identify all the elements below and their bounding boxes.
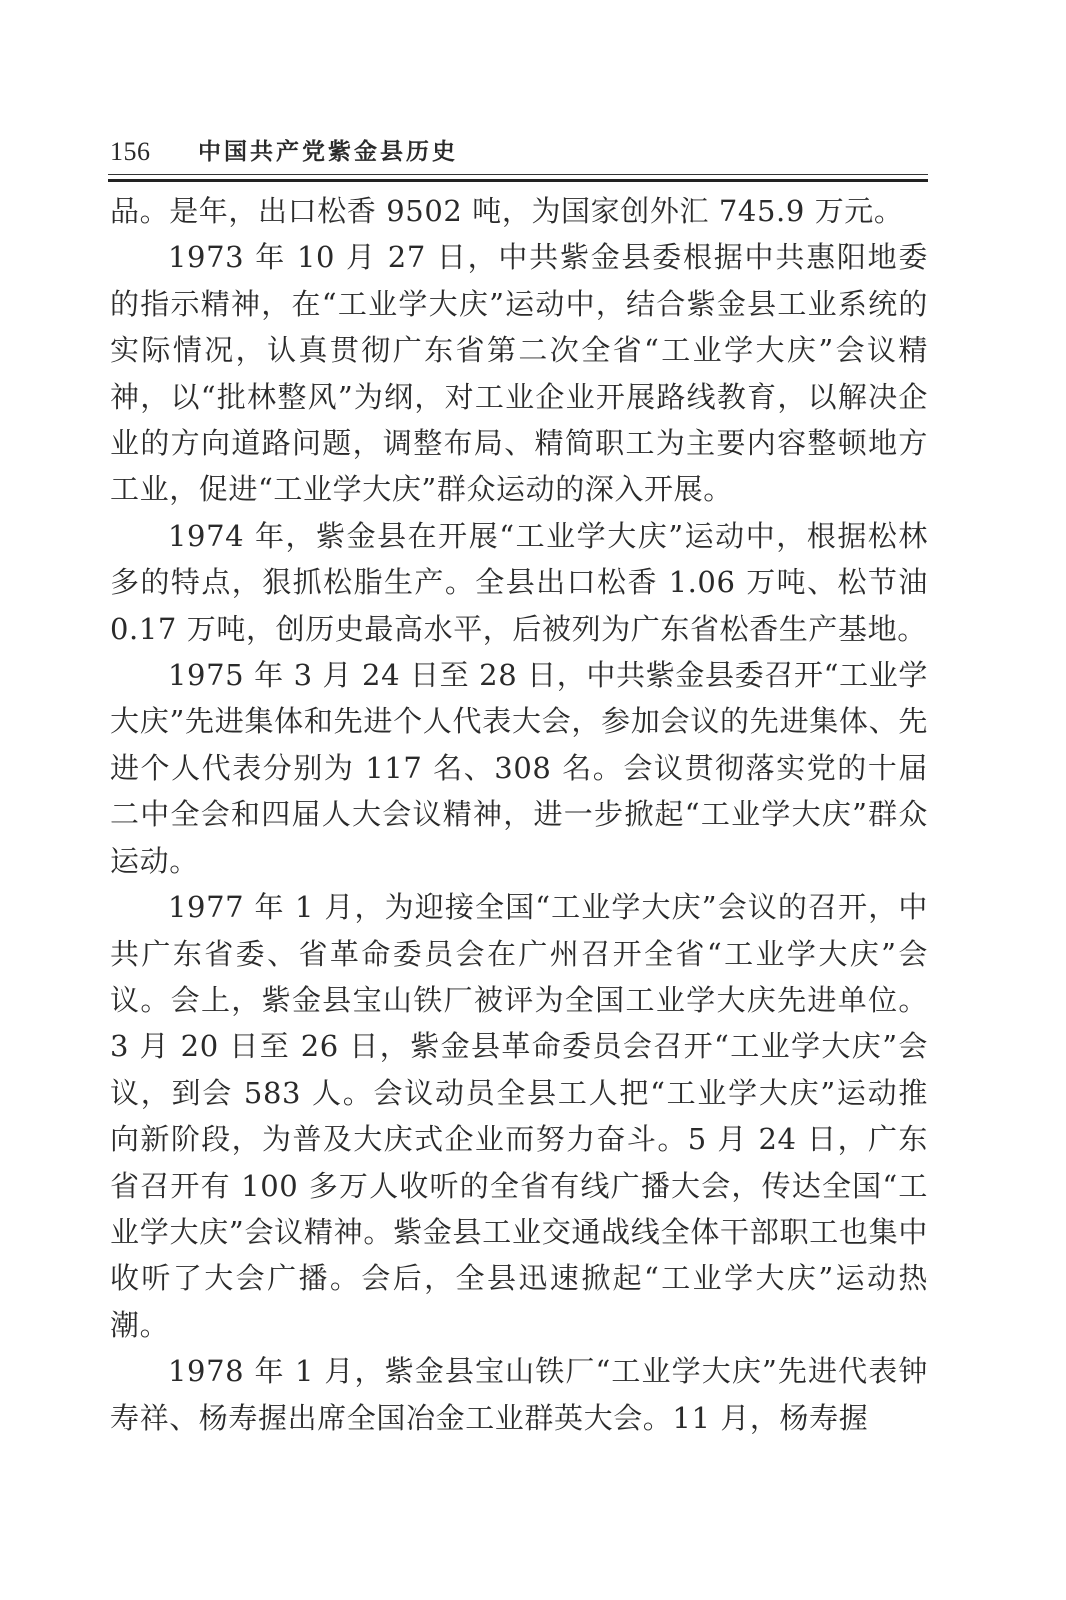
paragraph-1977: 1977 年 1 月，为迎接全国“工业学大庆”会议的召开，中共广东省委、省革命委员会在广州召开全省“工业学大庆”会议。会上，紫金县宝山铁厂被评为全国工业学大庆先进单位。3 月 20 日至 26 日，紫金县革命委员会召开“工业学大庆”会议，到会 583 人。会议动员全县工人把“工业学大庆”运动推向新阶段，为普及大庆式企业而努力奋斗。5 月 24 日，广东省召开有 100 多万人收听的全省有线广播大会，传达全国“工业学大庆”会议精神。紫金县工业交通战线全体干部职工也集中收听了大会广播。会后，全县迅速掀起“工业学大庆”运动热潮。 <box>110 890 928 1342</box>
paragraph-continued: 品。是年，出口松香 9502 吨，为国家创外汇 745.9 万元。 <box>110 194 904 228</box>
paragraph-1978: 1978 年 1 月，紫金县宝山铁厂“工业学大庆”先进代表钟寿祥、杨寿握出席全国冶金工业群英大会。11 月，杨寿握 <box>110 1354 928 1435</box>
paragraph-1973: 1973 年 10 月 27 日，中共紫金县委根据中共惠阳地委的指示精神，在“工业学大庆”运动中，结合紫金县工业系统的实际情况，认真贯彻广东省第二次全省“工业学大庆”会议精神，以“批林整风”为纲，对工业企业开展路线教育，以解决企业的方向道路问题，调整布局、精简职工为主要内容整顿地方工业，促进“工业学大庆”群众运动的深入开展。 <box>110 240 928 507</box>
running-title: 中国共产党紫金县历史 <box>198 138 458 165</box>
header-rule-thick <box>108 179 928 182</box>
paragraph-1975: 1975 年 3 月 24 日至 28 日，中共紫金县委召开“工业学大庆”先进集体和先进个人代表大会，参加会议的先进集体、先进个人代表分别为 117 名、308 名。会议贯彻落实党的十届二中全会和四届人大会议精神，进一步掀起“工业学大庆”群众运动。 <box>110 658 928 878</box>
header-rule-thin <box>108 174 928 175</box>
body-text <box>110 188 928 1441</box>
paragraph-1974: 1974 年，紫金县在开展“工业学大庆”运动中，根据松林多的特点，狠抓松脂生产。全县出口松香 1.06 万吨、松节油 0.17 万吨，创历史最高水平，后被列为广东省松香生产基地。 <box>110 518 928 646</box>
page-number: 156 <box>110 137 151 166</box>
page-header <box>110 132 928 172</box>
